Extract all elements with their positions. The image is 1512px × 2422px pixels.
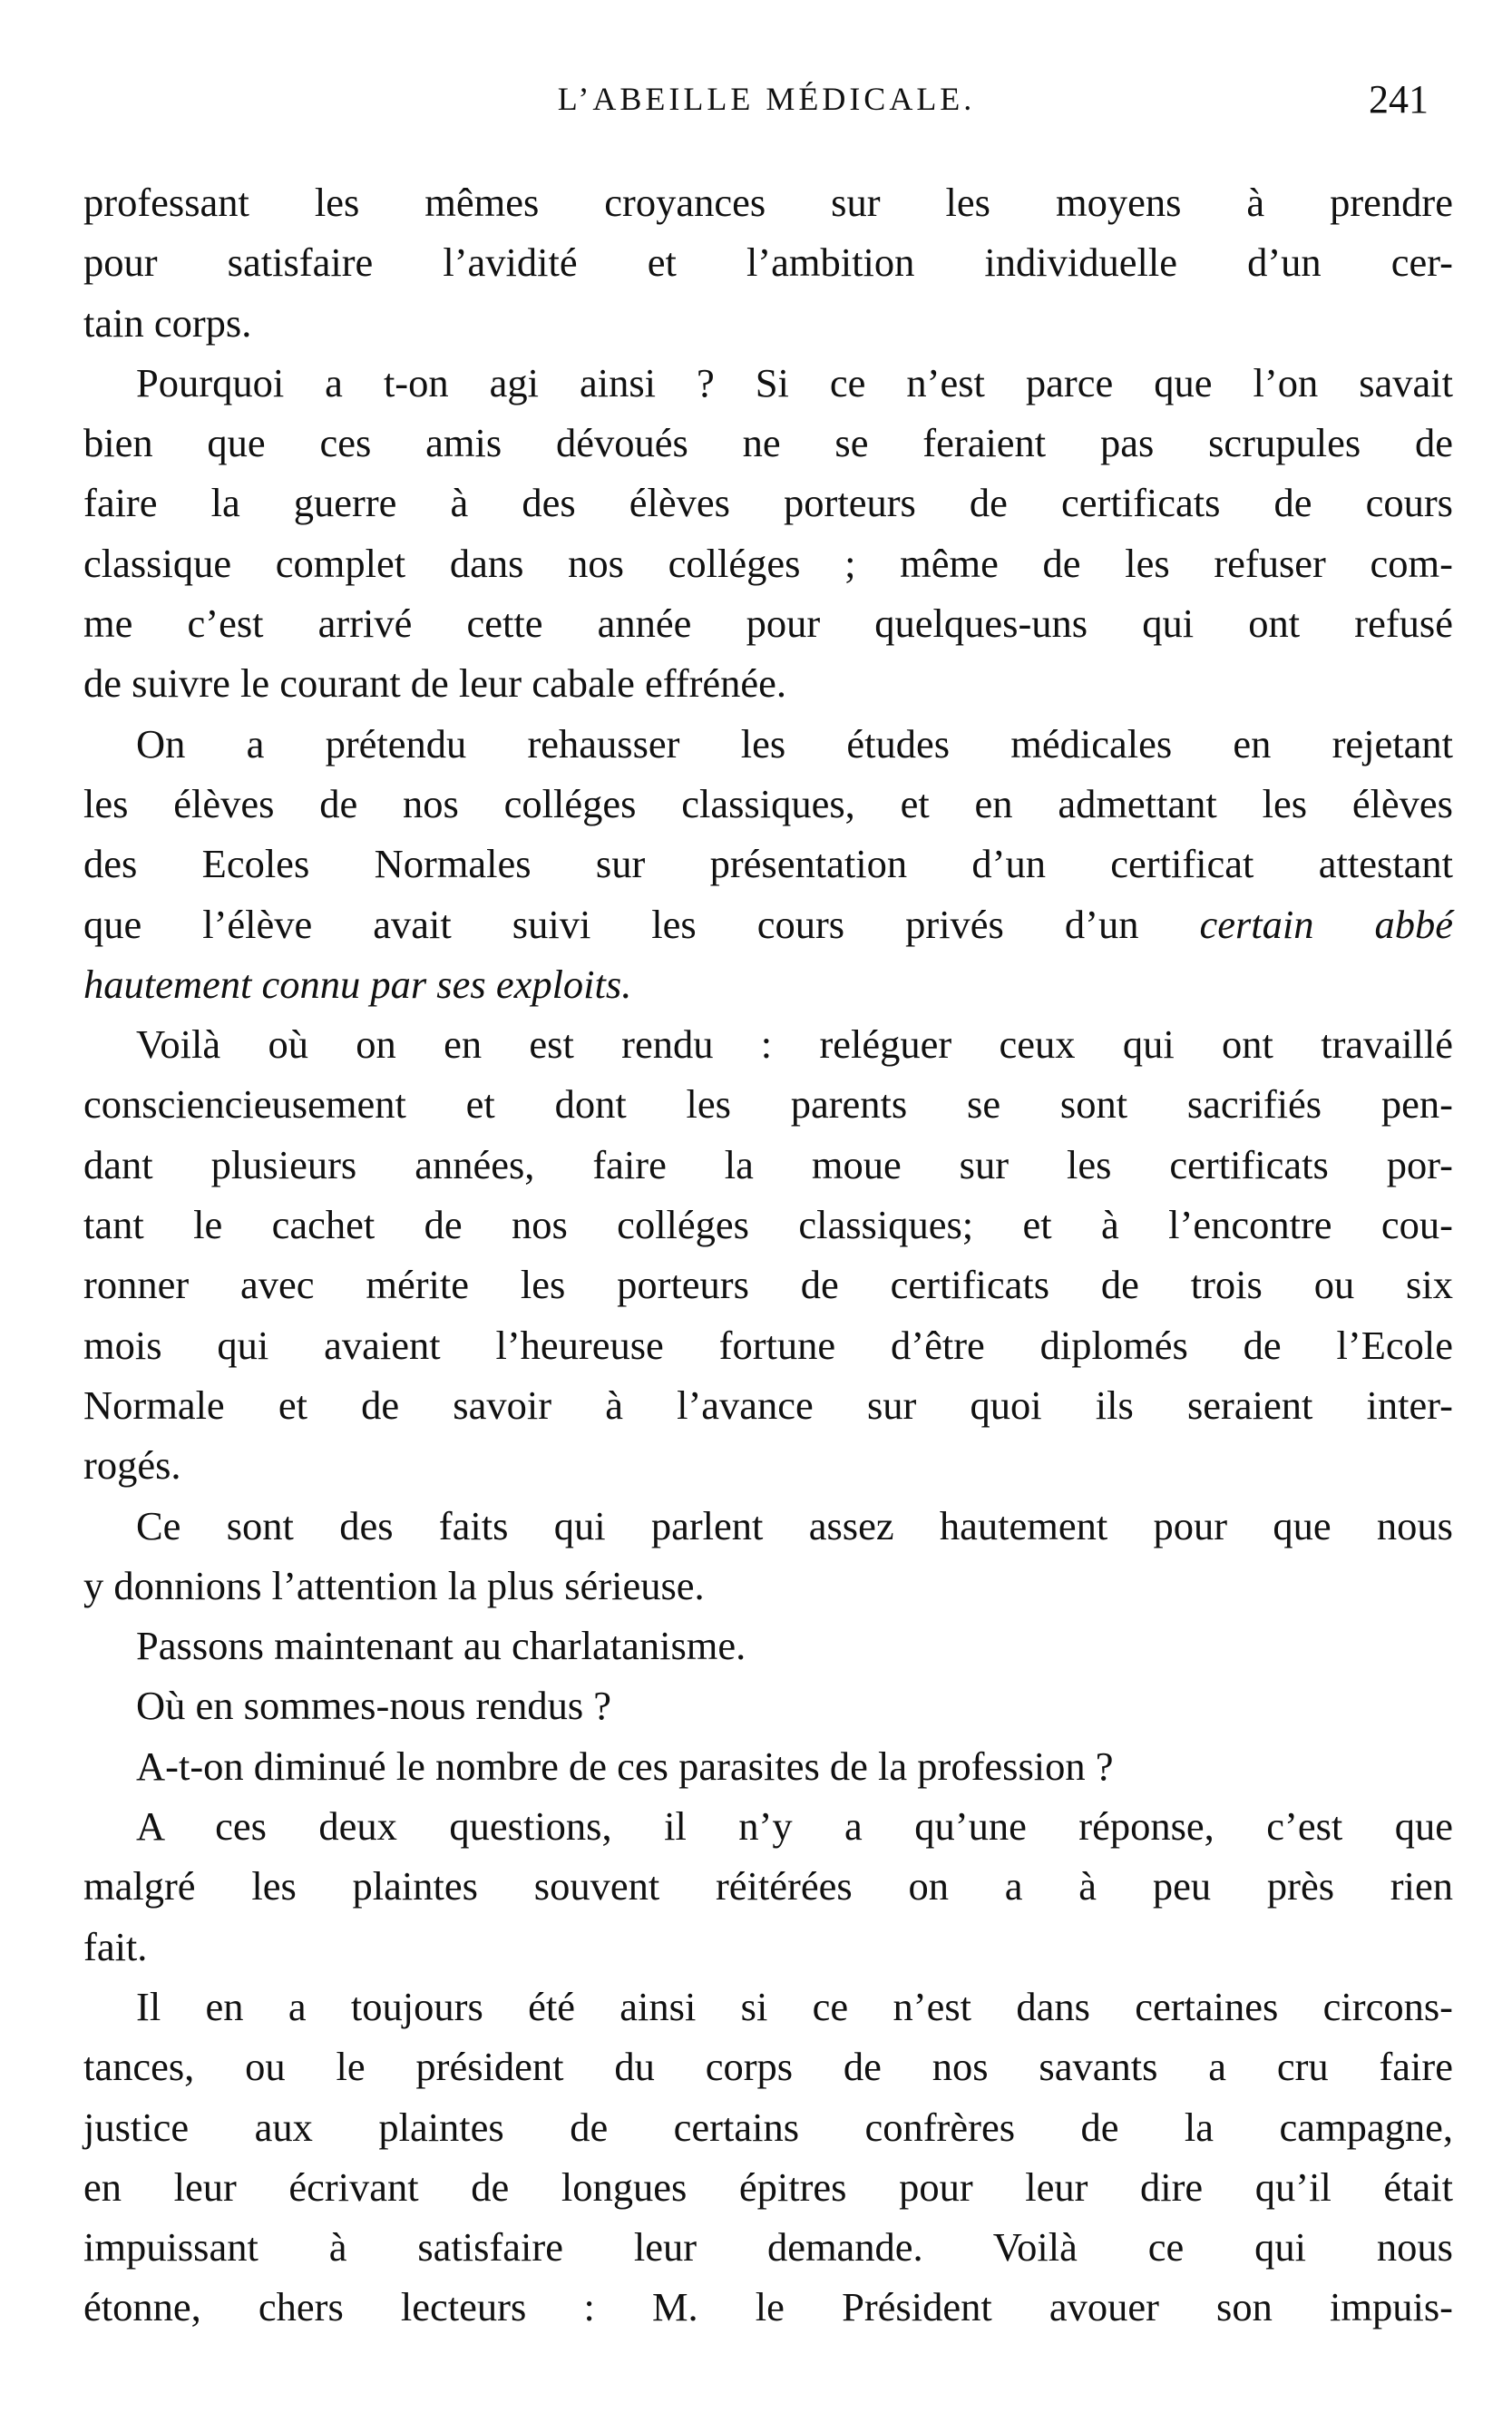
text-line: tant le cachet de nos colléges classiques; et à l’encontre cou- xyxy=(83,1202,1453,1248)
text-line: rogés. xyxy=(83,1442,181,1489)
text-line: Ce sont des faits qui parlent assez hautement pour que nous xyxy=(136,1502,1453,1548)
text-line: malgré les plaintes souvent réitérées on a à peu près rien xyxy=(83,1863,1453,1909)
text-line: Où en sommes-nous rendus ? xyxy=(136,1683,612,1729)
text-line: professant les mêmes croyances sur les moyens à prendre xyxy=(83,180,1453,225)
text-line: y donnions l’attention la plus sérieuse. xyxy=(83,1562,705,1608)
body-text xyxy=(83,172,1453,2338)
text-line: ronner avec mérite les porteurs de certificats de trois ou six xyxy=(83,1262,1453,1308)
text-line: A-t-on diminué le nombre de ces parasites de la profession ? xyxy=(136,1743,1114,1789)
text-line-with-italic xyxy=(83,894,1453,954)
text-line: Normale et de savoir à l’avance sur quoi ils seraient inter- xyxy=(83,1382,1453,1428)
page-number: 241 xyxy=(1369,77,1429,122)
text-line: faire la guerre à des élèves porteurs de certificats de cours xyxy=(83,480,1453,526)
text-line: dant plusieurs années, faire la moue sur les certificats por- xyxy=(83,1141,1453,1187)
text-line: impuissant à satisfaire leur demande. Voilà ce qui nous xyxy=(83,2224,1453,2271)
text-line: classique complet dans nos colléges ; même de les refuser com- xyxy=(83,540,1453,586)
text-line: Il en a toujours été ainsi si ce n’est dans certaines circons- xyxy=(136,1983,1453,2029)
text-line: Pourquoi a t-on agi ainsi ? Si ce n’est parce que l’on savait xyxy=(136,359,1453,405)
text-fragment: que l’élève avait suivi les cours privés d’un xyxy=(83,901,1139,947)
text-line: tances, ou le président du corps de nos savants a cru faire xyxy=(83,2044,1453,2090)
text-line: consciencieusement et dont les parents se sont sacrifiés pen- xyxy=(83,1081,1453,1128)
running-title: L’ABEILLE MÉDICALE. xyxy=(557,81,976,117)
text-line: On a prétendu rehausser les études médicales en rejetant xyxy=(136,720,1453,767)
text-line: Passons maintenant au charlatanisme. xyxy=(136,1623,746,1669)
text-line: des Ecoles Normales sur présentation d’un certificat attestant xyxy=(83,841,1453,887)
text-line: en leur écrivant de longues épitres pour leur dire qu’il était xyxy=(83,2163,1453,2210)
text-line: A ces deux questions, il n’y a qu’une réponse, c’est que xyxy=(136,1803,1453,1850)
text-line: me c’est arrivé cette année pour quelques-uns qui ont refusé xyxy=(83,601,1453,647)
text-line: justice aux plaintes de certains confrères de la campagne, xyxy=(83,2104,1453,2150)
running-head xyxy=(86,77,1447,134)
italic-fragment: certain abbé xyxy=(1199,901,1453,947)
text-line: bien que ces amis dévoués ne se feraient pas scrupules de xyxy=(83,420,1453,466)
text-line: hautement connu par ses exploits. xyxy=(83,961,632,1007)
text-line: les élèves de nos colléges classiques, et en admettant les élèves xyxy=(83,780,1453,826)
text-line: mois qui avaient l’heureuse fortune d’être diplomés de l’Ecole xyxy=(83,1322,1453,1368)
text-line: fait. xyxy=(83,1923,148,1969)
text-line: de suivre le courant de leur cabale effrénée. xyxy=(83,660,787,707)
text-line: Voilà où on en est rendu : reléguer ceux qui ont travaillé xyxy=(136,1021,1453,1068)
text-line: tain corps. xyxy=(83,299,252,346)
text-line: pour satisfaire l’avidité et l’ambition individuelle d’un cer- xyxy=(83,239,1453,286)
text-line: étonne, chers lecteurs : M. le Président avouer son impuis- xyxy=(83,2284,1453,2330)
